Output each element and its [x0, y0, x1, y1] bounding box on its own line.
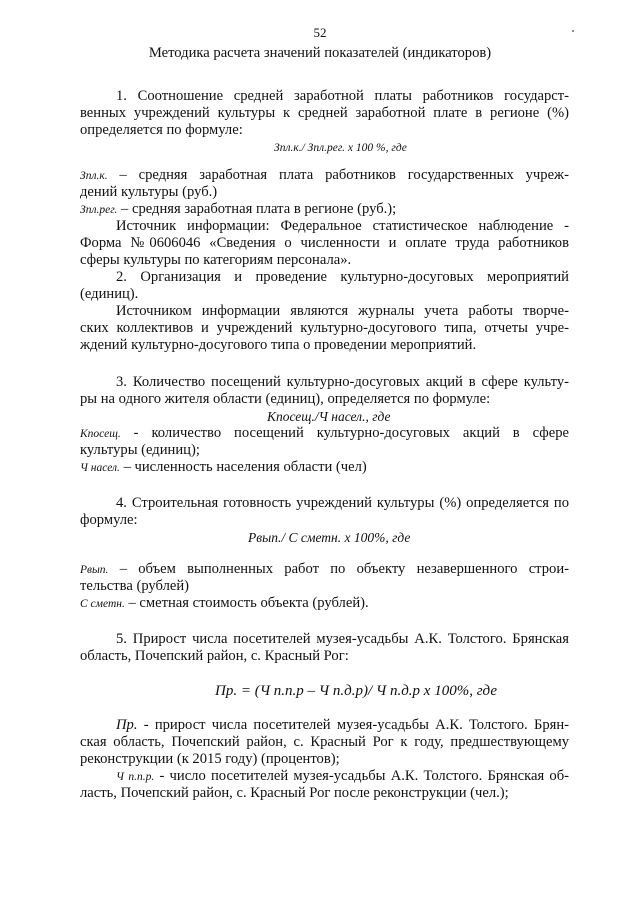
s1-source-2: Форма №0606046 «Сведения о численности и оплате труда работников	[80, 235, 569, 251]
s1-def-1	[80, 167, 569, 185]
s5-def-1	[116, 717, 569, 734]
s4-def-1	[80, 561, 569, 579]
s5-def-2-cont: ласть, Почепский район, с. Красный Рог после реконструкции (чел.);	[80, 785, 509, 801]
page-title: Методика расчета значений показателей (индикаторов)	[148, 45, 492, 61]
s3-line-2: ры на одного жителя области (единиц), определяется по формуле:	[80, 391, 491, 407]
s2-source-3: ждений культурно-досугового типа о проведении мероприятий.	[80, 337, 477, 353]
s5-def-1-cont-2: реконструкции (к 2015 году) (процентов);	[80, 751, 340, 767]
s3-def-2-symbol: Ч насел.	[80, 462, 120, 474]
s4-def-2	[80, 595, 369, 613]
s4-def-1-cont: тельства (рублей)	[80, 578, 190, 594]
s5-def-2	[116, 768, 569, 786]
s5-line-2: область, Почепский район, с. Красный Рог:	[80, 648, 349, 664]
s2-line-1: 2. Организация и проведение культурно-досуговых мероприятий	[116, 269, 569, 285]
s2-line-2: (единиц).	[80, 286, 139, 302]
s4-def-2-symbol: С сметн.	[80, 598, 125, 610]
s4-def-2-text: – сметная стоимость объекта (рублей).	[124, 595, 369, 611]
s1-line-3: определяется по формуле:	[80, 122, 243, 138]
s1-def-2-symbol: Зпл.рег.	[80, 204, 118, 216]
s2-source-1: Источником информации являются журналы учета работы творче-	[116, 303, 569, 319]
s4-line-2: формуле:	[80, 512, 138, 528]
s5-def-2-symbol: Ч п.п.р.	[116, 771, 155, 783]
s1-source-3: сферы культуры по категориям персонала».	[80, 252, 352, 268]
s1-def-1-cont: дений культуры (руб.)	[80, 184, 218, 200]
s5-formula: Пр. = (Ч п.п.р – Ч п.д.р)/ Ч п.д.р х 100%, где	[215, 683, 497, 699]
s5-line-1: 5. Прирост числа посетителей музея-усадьбы А.К. Толстого. Брянская	[116, 631, 569, 647]
s5-def-1-symbol: Пр.	[116, 717, 138, 733]
s1-def-2-text: – средняя заработная плата в регионе (руб.);	[117, 201, 397, 217]
s3-def-1-cont: культуры (единиц);	[80, 442, 200, 458]
s3-formula: Кпосещ./Ч насел., где	[267, 409, 391, 424]
s4-line-1: 4. Строительная готовность учреждений культуры (%) определяется по	[116, 495, 569, 511]
s3-def-1-text: - количество посещений культурно-досуговых акций в сфере	[120, 425, 569, 441]
s1-line-2: венных учреждений культуры к средней заработной плате в регионе (%)	[80, 105, 569, 121]
s1-def-1-symbol: Зпл.к.	[80, 170, 108, 182]
s1-def-2	[80, 201, 396, 219]
s5-def-1-text: - прирост числа посетителей музея-усадьбы А.К. Толстого. Брян-	[137, 717, 569, 733]
s4-def-1-text: – объем выполненных работ по объекту незавершенного строи-	[108, 561, 569, 577]
s3-line-1: 3. Количество посещений культурно-досуговых акций в сфере культу-	[116, 374, 569, 390]
s3-def-1-symbol: Кпосещ.	[80, 428, 121, 440]
s2-source-2: ских коллективов и учреждений культурно-досугового типа, отчеты учре-	[80, 320, 569, 336]
page-number: 52	[313, 25, 327, 40]
s4-def-1-symbol: Рвып.	[80, 564, 109, 576]
s4-formula: Рвып./ С сметн. х 100%, где	[248, 530, 411, 545]
s3-def-2	[80, 459, 367, 477]
s5-def-2-text: - число посетителей музея-усадьбы А.К. Толстого. Брянская об-	[154, 768, 569, 784]
s1-source-1: Источник информации: Федеральное статистическое наблюдение -	[116, 218, 569, 234]
s5-def-1-cont-1: ская область, Почепский район, с. Красный Рог к году, предшествующему	[80, 734, 569, 750]
s3-def-2-text: – численность населения области (чел)	[119, 459, 367, 475]
s1-def-1-text: – средняя заработная плата работников государственных учреж-	[107, 167, 569, 183]
s1-line-1: 1. Соотношение средней заработной платы работников государст-	[116, 88, 569, 104]
s3-def-1	[80, 425, 569, 443]
s1-formula: Зпл.к./ Зпл.рег. х 100 %, где	[274, 142, 407, 154]
